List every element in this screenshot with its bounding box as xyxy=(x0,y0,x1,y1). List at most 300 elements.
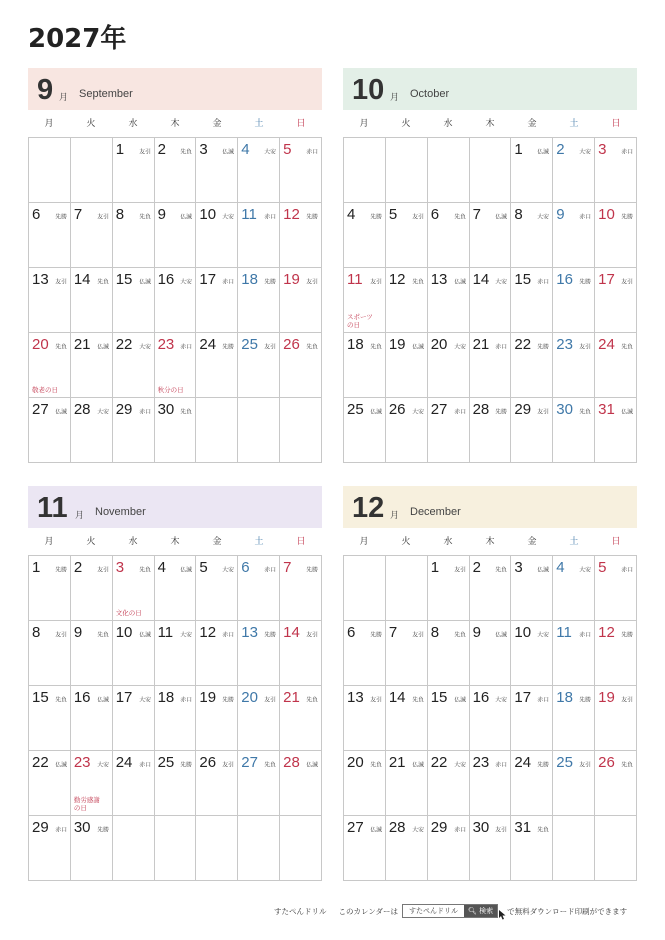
day-cell xyxy=(553,751,595,816)
day-cell xyxy=(71,621,113,686)
rokuyo-label: 先負 xyxy=(306,342,318,351)
rokuyo-label: 友引 xyxy=(264,342,277,351)
rokuyo-label: 仏滅 xyxy=(97,342,109,351)
rokuyo-label: 赤口 xyxy=(138,407,151,416)
day-cell xyxy=(238,751,280,816)
day-number: 24 xyxy=(115,754,133,771)
day-cell xyxy=(196,333,238,398)
day-cell xyxy=(470,751,512,816)
day-number: 20 xyxy=(241,689,258,706)
magnifier-icon: 🔍︎ xyxy=(468,907,477,915)
day-cell xyxy=(386,686,428,751)
day-cell xyxy=(29,333,71,398)
day-number: 4 xyxy=(157,559,166,576)
day-cell xyxy=(428,621,470,686)
day-number: 19 xyxy=(388,336,406,353)
day-cell xyxy=(511,203,553,268)
day-cell xyxy=(155,751,197,816)
day-cell xyxy=(511,751,553,816)
day-number: 30 xyxy=(472,819,490,836)
day-cell xyxy=(71,816,113,881)
day-number: 9 xyxy=(157,206,166,223)
weekday-header-row xyxy=(28,116,322,132)
day-number: 19 xyxy=(199,689,217,706)
empty-day-cell xyxy=(280,816,322,881)
day-number: 27 xyxy=(347,819,364,836)
day-cell xyxy=(344,203,386,268)
rokuyo-label: 友引 xyxy=(97,212,109,221)
day-number: 20 xyxy=(347,754,364,771)
day-cell xyxy=(280,556,322,621)
month-number: 12 xyxy=(352,492,385,524)
rokuyo-label: 先勝 xyxy=(306,212,318,221)
month-block xyxy=(28,68,322,418)
weekday-label: 月 xyxy=(44,537,54,547)
rokuyo-label: 友引 xyxy=(55,630,67,639)
rokuyo-label: 大安 xyxy=(412,825,424,834)
day-number: 8 xyxy=(32,624,41,641)
day-cell xyxy=(155,686,197,751)
day-cell xyxy=(470,333,512,398)
day-cell xyxy=(595,556,637,621)
rokuyo-label: 大安 xyxy=(453,342,466,351)
day-cell xyxy=(511,333,553,398)
rokuyo-label: 仏滅 xyxy=(621,407,633,416)
day-cell xyxy=(428,556,470,621)
day-cell xyxy=(428,333,470,398)
weekday-label: 水 xyxy=(128,537,138,547)
day-cell xyxy=(386,398,428,463)
empty-day-cell xyxy=(386,556,428,621)
day-cell xyxy=(238,556,280,621)
rokuyo-label: 友引 xyxy=(55,277,67,286)
rokuyo-label: 先負 xyxy=(138,212,151,221)
day-cell xyxy=(428,268,470,333)
day-cell xyxy=(553,621,595,686)
holiday-label: 勤労感謝の日 xyxy=(73,796,100,812)
weekday-label: 火 xyxy=(86,119,96,129)
weekday-label: 土 xyxy=(254,119,264,129)
day-number: 11 xyxy=(347,271,363,288)
month-number: 11 xyxy=(37,492,68,524)
day-cell xyxy=(344,621,386,686)
day-number: 17 xyxy=(199,271,217,288)
rokuyo-label: 先負 xyxy=(180,147,193,156)
rokuyo-label: 先勝 xyxy=(55,212,67,221)
weekday-label: 火 xyxy=(86,537,96,547)
month-kanji: 月 xyxy=(390,511,400,521)
day-cell xyxy=(511,398,553,463)
rokuyo-label: 友引 xyxy=(495,825,508,834)
holiday-label: 秋分の日 xyxy=(157,386,184,394)
day-number: 17 xyxy=(514,689,532,706)
day-grid xyxy=(28,137,322,463)
day-cell xyxy=(428,751,470,816)
day-number: 10 xyxy=(598,206,615,223)
rokuyo-label: 大安 xyxy=(138,695,151,704)
day-cell xyxy=(113,686,155,751)
rokuyo-label: 赤口 xyxy=(138,760,151,769)
month-header xyxy=(343,68,637,110)
day-cell xyxy=(470,398,512,463)
holiday-label: 敬老の日 xyxy=(32,386,58,394)
rokuyo-label: 大安 xyxy=(222,565,235,574)
weekday-label: 金 xyxy=(527,119,537,129)
weekday-label: 金 xyxy=(212,537,222,547)
rokuyo-label: 先勝 xyxy=(537,342,550,351)
search-button[interactable] xyxy=(464,905,497,917)
day-number: 4 xyxy=(241,141,250,158)
rokuyo-label: 仏滅 xyxy=(537,147,550,156)
rokuyo-label: 赤口 xyxy=(180,342,193,351)
weekday-label: 月 xyxy=(44,119,54,129)
day-cell xyxy=(71,556,113,621)
month-name: December xyxy=(410,506,461,518)
rokuyo-label: 赤口 xyxy=(264,565,277,574)
rokuyo-label: 仏滅 xyxy=(495,630,508,639)
day-cell xyxy=(196,556,238,621)
rokuyo-label: 先勝 xyxy=(621,630,633,639)
day-cell xyxy=(386,751,428,816)
rokuyo-label: 大安 xyxy=(495,695,508,704)
day-number: 7 xyxy=(73,206,83,223)
empty-day-cell xyxy=(344,556,386,621)
day-cell xyxy=(553,686,595,751)
day-number: 15 xyxy=(32,689,49,706)
day-number: 16 xyxy=(157,271,175,288)
weekday-label: 月 xyxy=(359,119,369,129)
empty-day-cell xyxy=(595,816,637,881)
rokuyo-label: 仏滅 xyxy=(306,760,318,769)
weekday-label: 土 xyxy=(569,119,579,129)
weekday-label: 日 xyxy=(611,537,621,547)
day-number: 7 xyxy=(472,206,481,223)
weekday-label: 木 xyxy=(485,119,495,129)
day-cell xyxy=(155,138,197,203)
day-cell xyxy=(155,203,197,268)
rokuyo-label: 大安 xyxy=(97,407,109,416)
month-header xyxy=(343,486,637,528)
day-number: 27 xyxy=(241,754,258,771)
day-number: 4 xyxy=(347,206,356,223)
search-box[interactable] xyxy=(402,904,498,918)
day-number: 18 xyxy=(157,689,175,706)
day-cell xyxy=(428,398,470,463)
footer xyxy=(274,902,627,920)
rokuyo-label: 先負 xyxy=(97,630,109,639)
rokuyo-label: 大安 xyxy=(180,630,193,639)
day-number: 21 xyxy=(73,336,91,353)
rokuyo-label: 友引 xyxy=(412,212,424,221)
day-cell xyxy=(155,556,197,621)
day-cell xyxy=(113,751,155,816)
day-cell xyxy=(595,751,637,816)
rokuyo-label: 友引 xyxy=(579,760,592,769)
day-number: 16 xyxy=(73,689,91,706)
day-cell xyxy=(595,203,637,268)
day-number: 7 xyxy=(388,624,398,641)
day-number: 27 xyxy=(32,401,49,418)
year-title: 2027年 xyxy=(28,24,127,54)
day-number: 5 xyxy=(199,559,208,576)
rokuyo-label: 大安 xyxy=(537,212,550,221)
rokuyo-label: 先負 xyxy=(621,342,633,351)
search-input[interactable]: すたぺんドリル xyxy=(403,905,464,917)
day-grid xyxy=(343,137,637,463)
rokuyo-label: 先勝 xyxy=(222,342,235,351)
day-cell xyxy=(428,816,470,881)
rokuyo-label: 赤口 xyxy=(537,277,550,286)
rokuyo-label: 先勝 xyxy=(579,277,592,286)
day-number: 23 xyxy=(157,336,175,353)
day-cell xyxy=(553,398,595,463)
day-cell xyxy=(470,816,512,881)
rokuyo-label: 赤口 xyxy=(453,825,466,834)
day-number: 15 xyxy=(430,689,448,706)
rokuyo-label: 先勝 xyxy=(621,212,633,221)
day-number: 2 xyxy=(157,141,166,158)
day-number: 30 xyxy=(157,401,175,418)
day-number: 3 xyxy=(514,559,523,576)
day-cell xyxy=(344,686,386,751)
search-button-label: 検索 xyxy=(479,907,494,915)
month-header xyxy=(28,486,322,528)
rokuyo-label: 先負 xyxy=(370,342,382,351)
day-cell xyxy=(29,816,71,881)
rokuyo-label: 仏滅 xyxy=(55,407,67,416)
rokuyo-label: 先勝 xyxy=(579,695,592,704)
day-number: 3 xyxy=(199,141,208,158)
day-number: 21 xyxy=(388,754,406,771)
rokuyo-label: 赤口 xyxy=(180,695,193,704)
rokuyo-label: 仏滅 xyxy=(138,277,151,286)
rokuyo-label: 仏滅 xyxy=(453,277,466,286)
rokuyo-label: 赤口 xyxy=(55,825,67,834)
day-cell xyxy=(29,556,71,621)
weekday-label: 木 xyxy=(485,537,495,547)
day-cell xyxy=(155,268,197,333)
month-kanji: 月 xyxy=(59,93,69,103)
holiday-label: スポーツの日 xyxy=(347,313,373,329)
day-cell xyxy=(470,556,512,621)
day-cell xyxy=(511,816,553,881)
day-number: 9 xyxy=(556,206,565,223)
day-cell xyxy=(595,268,637,333)
rokuyo-label: 先勝 xyxy=(222,695,235,704)
day-number: 24 xyxy=(598,336,615,353)
day-cell xyxy=(155,621,197,686)
empty-day-cell xyxy=(29,138,71,203)
day-number: 3 xyxy=(598,141,607,158)
rokuyo-label: 仏滅 xyxy=(412,342,424,351)
day-cell xyxy=(196,138,238,203)
day-number: 1 xyxy=(32,559,41,576)
rokuyo-label: 友引 xyxy=(370,277,382,286)
rokuyo-label: 赤口 xyxy=(222,277,235,286)
empty-day-cell xyxy=(238,398,280,463)
day-number: 17 xyxy=(115,689,133,706)
day-cell xyxy=(196,686,238,751)
day-number: 29 xyxy=(514,401,532,418)
rokuyo-label: 友引 xyxy=(579,342,592,351)
rokuyo-label: 先勝 xyxy=(97,825,109,834)
rokuyo-label: 赤口 xyxy=(264,212,277,221)
rokuyo-label: 先負 xyxy=(306,695,318,704)
day-number: 14 xyxy=(283,624,300,641)
rokuyo-label: 友引 xyxy=(138,147,151,156)
day-cell xyxy=(238,138,280,203)
weekday-header-row xyxy=(343,534,637,550)
day-number: 4 xyxy=(556,559,565,576)
day-number: 20 xyxy=(430,336,448,353)
month-number: 9 xyxy=(37,74,54,106)
day-number: 10 xyxy=(199,206,217,223)
day-number: 19 xyxy=(283,271,300,288)
day-number: 10 xyxy=(514,624,532,641)
day-number: 5 xyxy=(283,141,292,158)
day-number: 6 xyxy=(32,206,41,223)
day-cell xyxy=(280,621,322,686)
day-cell xyxy=(113,398,155,463)
day-number: 18 xyxy=(556,689,573,706)
holiday-label: 文化の日 xyxy=(115,609,142,617)
day-cell xyxy=(511,138,553,203)
day-number: 24 xyxy=(514,754,532,771)
day-cell xyxy=(113,621,155,686)
day-number: 12 xyxy=(283,206,300,223)
rokuyo-label: 仏滅 xyxy=(537,565,550,574)
day-number: 14 xyxy=(472,271,490,288)
day-cell xyxy=(196,203,238,268)
day-cell xyxy=(113,203,155,268)
day-number: 30 xyxy=(556,401,573,418)
day-number: 28 xyxy=(472,401,490,418)
rokuyo-label: 先負 xyxy=(412,277,424,286)
day-cell xyxy=(595,333,637,398)
day-cell xyxy=(71,268,113,333)
rokuyo-label: 大安 xyxy=(222,212,235,221)
day-cell xyxy=(553,203,595,268)
day-number: 7 xyxy=(283,559,292,576)
rokuyo-label: 友引 xyxy=(621,695,633,704)
day-number: 31 xyxy=(598,401,615,418)
day-number: 13 xyxy=(430,271,448,288)
day-number: 3 xyxy=(115,559,125,576)
day-number: 10 xyxy=(115,624,133,641)
day-number: 25 xyxy=(157,754,175,771)
rokuyo-label: 先勝 xyxy=(264,630,277,639)
day-number: 6 xyxy=(347,624,356,641)
day-cell xyxy=(71,686,113,751)
rokuyo-label: 仏滅 xyxy=(222,147,235,156)
month-header xyxy=(28,68,322,110)
month-name: October xyxy=(410,88,450,100)
day-cell xyxy=(344,268,386,333)
day-cell xyxy=(238,686,280,751)
day-number: 23 xyxy=(73,754,91,771)
day-cell xyxy=(280,333,322,398)
month-block xyxy=(343,486,637,836)
rokuyo-label: 仏滅 xyxy=(180,212,193,221)
weekday-label: 土 xyxy=(569,537,579,547)
rokuyo-label: 先負 xyxy=(453,630,466,639)
day-cell xyxy=(595,398,637,463)
rokuyo-label: 友引 xyxy=(306,277,318,286)
day-number: 16 xyxy=(472,689,490,706)
rokuyo-label: 仏滅 xyxy=(453,695,466,704)
weekday-label: 水 xyxy=(443,119,453,129)
day-number: 28 xyxy=(283,754,300,771)
day-cell xyxy=(470,686,512,751)
day-number: 22 xyxy=(430,754,448,771)
day-cell xyxy=(386,333,428,398)
rokuyo-label: 先負 xyxy=(495,565,508,574)
day-cell xyxy=(344,333,386,398)
day-number: 18 xyxy=(347,336,364,353)
day-cell xyxy=(428,686,470,751)
rokuyo-label: 友引 xyxy=(97,565,109,574)
day-cell xyxy=(196,268,238,333)
day-number: 13 xyxy=(241,624,258,641)
rokuyo-label: 赤口 xyxy=(537,695,550,704)
day-cell xyxy=(29,268,71,333)
weekday-label: 日 xyxy=(296,119,306,129)
rokuyo-label: 大安 xyxy=(495,277,508,286)
day-number: 29 xyxy=(115,401,133,418)
rokuyo-label: 先負 xyxy=(412,695,424,704)
day-number: 2 xyxy=(556,141,565,158)
footer-brand: すたぺんドリル xyxy=(274,906,327,916)
day-cell xyxy=(71,751,113,816)
day-cell xyxy=(29,398,71,463)
rokuyo-label: 先負 xyxy=(621,760,633,769)
day-cell xyxy=(344,816,386,881)
day-cell xyxy=(470,621,512,686)
rokuyo-label: 大安 xyxy=(180,277,193,286)
weekday-label: 金 xyxy=(212,119,222,129)
rokuyo-label: 仏滅 xyxy=(55,760,67,769)
month-block xyxy=(343,68,637,418)
day-cell xyxy=(553,556,595,621)
day-number: 2 xyxy=(472,559,481,576)
rokuyo-label: 仏滅 xyxy=(180,565,193,574)
day-number: 9 xyxy=(472,624,481,641)
day-cell xyxy=(595,138,637,203)
empty-day-cell xyxy=(428,138,470,203)
rokuyo-label: 先負 xyxy=(579,407,592,416)
rokuyo-label: 先負 xyxy=(55,342,67,351)
day-number: 19 xyxy=(598,689,615,706)
rokuyo-label: 先負 xyxy=(180,407,193,416)
day-grid xyxy=(28,555,322,881)
day-number: 25 xyxy=(241,336,258,353)
rokuyo-label: 友引 xyxy=(306,630,318,639)
day-cell xyxy=(196,621,238,686)
rokuyo-label: 先勝 xyxy=(55,565,67,574)
day-number: 8 xyxy=(430,624,440,641)
empty-day-cell xyxy=(470,138,512,203)
day-grid xyxy=(343,555,637,881)
day-cell xyxy=(238,621,280,686)
rokuyo-label: 先負 xyxy=(55,695,67,704)
weekday-label: 水 xyxy=(128,119,138,129)
day-number: 24 xyxy=(199,336,217,353)
rokuyo-label: 大安 xyxy=(579,147,592,156)
day-cell xyxy=(71,333,113,398)
rokuyo-label: 大安 xyxy=(97,760,109,769)
rokuyo-label: 赤口 xyxy=(306,147,318,156)
footer-text-before: このカレンダーは xyxy=(338,906,399,916)
